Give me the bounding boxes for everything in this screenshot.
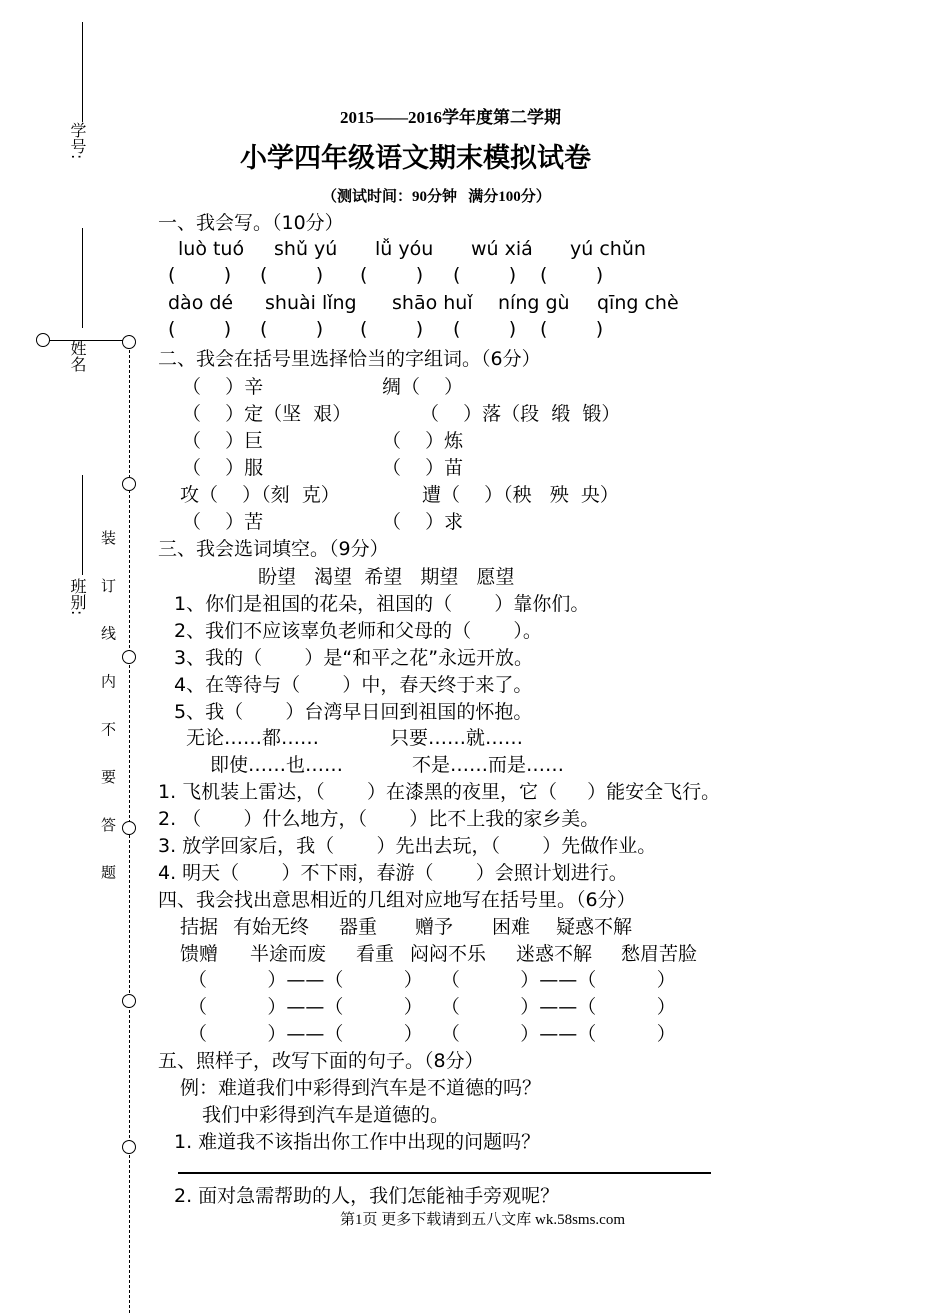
answer-blank[interactable]: ( ) [453, 318, 517, 340]
word-bank: 盼望 渴望 希望 期望 愿望 [258, 566, 515, 588]
fill-sentence[interactable]: 5、我（ ）台湾早日回到祖国的怀抱。 [174, 701, 533, 723]
fill-sentence[interactable]: 2. （ ）什么地方，（ ）比不上我的家乡美。 [158, 808, 600, 830]
student-id-label: 学号: [68, 122, 87, 160]
synonym-word: 迷惑不解 [516, 943, 593, 965]
pinyin-item: luò tuó [178, 238, 245, 260]
fill-word-item[interactable]: （ ）苦 [182, 511, 264, 533]
fill-word-item[interactable]: 遭（ ）（秧 殃 央） [422, 484, 619, 506]
binding-hole [122, 994, 136, 1008]
conjunction-option: 无论……都…… [186, 727, 320, 749]
synonym-word: 有始无终 [233, 916, 310, 938]
pinyin-item: yú chǔn [570, 238, 646, 260]
fill-word-item[interactable]: （ ）定（坚 艰） [182, 403, 352, 425]
exam-info: （测试时间：90分钟 满分100分） [322, 189, 551, 205]
binding-hole [122, 821, 136, 835]
fill-word-item[interactable]: （ ）求 [382, 511, 464, 533]
fill-word-item[interactable]: （ ）巨 [182, 430, 264, 452]
synonym-pair-blanks[interactable]: （ ）——（ ） （ ）——（ ） [188, 996, 676, 1018]
rewrite-question-2: 2. 面对急需帮助的人，我们怎能袖手旁观呢？ [174, 1185, 560, 1207]
example-answer: 我们中彩得到汽车是道德的。 [202, 1104, 450, 1126]
answer-blank[interactable]: ( ) [540, 264, 604, 286]
student-id-line [82, 22, 83, 122]
section-3-heading: 三、我会选词填空。（9分） [158, 538, 389, 560]
section-5-heading: 五、照样子，改写下面的句子。（8分） [158, 1050, 484, 1072]
answer-blank[interactable]: ( ) [168, 264, 232, 286]
binding-connector [48, 340, 126, 341]
binding-hole [36, 333, 50, 347]
synonym-word: 闷闷不乐 [410, 943, 487, 965]
example-question: 例：难道我们中彩得到汽车是不道德的吗？ [180, 1077, 542, 1099]
fill-sentence[interactable]: 3. 放学回家后，我（ ）先出去玩，（ ）先做作业。 [158, 835, 657, 857]
binding-hole [122, 1140, 136, 1154]
synonym-word: 困难 [492, 916, 531, 938]
section-1-heading: 一、我会写。（10分） [158, 212, 344, 234]
pinyin-item: shǔ yú [274, 238, 338, 260]
pinyin-item: wú xiá [471, 238, 533, 260]
fill-word-item[interactable]: （ ）炼 [382, 430, 464, 452]
fill-word-item[interactable]: （ ）服 [182, 457, 264, 479]
synonym-word: 疑惑不解 [556, 916, 633, 938]
answer-blank[interactable]: ( ) [360, 264, 424, 286]
synonym-pair-blanks[interactable]: （ ）——（ ） （ ）——（ ） [188, 969, 676, 991]
pinyin-item: qīng chè [597, 292, 679, 314]
synonym-word: 看重 [356, 943, 395, 965]
answer-blank[interactable]: ( ) [260, 264, 324, 286]
conjunction-option: 即使……也…… [210, 754, 344, 776]
binding-hole [122, 335, 136, 349]
fill-sentence[interactable]: 2、我们不应该辜负老师和父母的（ ）。 [174, 620, 542, 642]
synonym-word: 赠予 [415, 916, 454, 938]
fill-word-item[interactable]: （ ）苗 [382, 457, 464, 479]
fill-word-item[interactable]: 绸（ ） [382, 376, 464, 398]
synonym-word: 愁眉苦脸 [621, 943, 698, 965]
no-answer-note: 装 订 线 内 不 要 答 题 [99, 530, 117, 894]
answer-blank[interactable]: ( ) [453, 264, 517, 286]
answer-blank[interactable]: ( ) [540, 318, 604, 340]
fill-sentence[interactable]: 4. 明天（ ）不下雨，春游（ ）会照计划进行。 [158, 862, 628, 884]
pinyin-item: dào dé [168, 292, 234, 314]
answer-blank[interactable]: ( ) [168, 318, 232, 340]
fill-sentence[interactable]: 3、我的（ ）是“和平之花”永远开放。 [174, 647, 534, 669]
section-4-heading: 四、我会找出意思相近的几组对应地写在括号里。（6分） [158, 889, 636, 911]
pinyin-item: lǚ yóu [375, 238, 434, 260]
pinyin-item: shāo huǐ [392, 292, 473, 314]
fill-sentence[interactable]: 1. 飞机装上雷达，（ ）在漆黑的夜里，它（ ）能安全飞行。 [158, 781, 721, 803]
synonym-pair-blanks[interactable]: （ ）——（ ） （ ）——（ ） [188, 1023, 676, 1045]
page-footer: 第1页 更多下载请到五八文库 wk.58sms.com [340, 1212, 626, 1228]
answer-line[interactable] [178, 1172, 711, 1174]
name-label: 姓名 [68, 340, 87, 372]
rewrite-question-1: 1. 难道我不该指出你工作中出现的问题吗？ [174, 1131, 541, 1153]
fill-word-item[interactable]: （ ）落（段 缎 锻） [420, 403, 621, 425]
binding-hole [122, 477, 136, 491]
fill-word-item[interactable]: （ ）辛 [182, 376, 264, 398]
class-line [82, 475, 83, 575]
conjunction-option: 不是……而是…… [412, 754, 565, 776]
synonym-word: 器重 [339, 916, 378, 938]
answer-blank[interactable]: ( ) [360, 318, 424, 340]
synonym-word: 半途而废 [250, 943, 327, 965]
section-2-heading: 二、我会在括号里选择恰当的字组词。（6分） [158, 348, 541, 370]
binding-hole [122, 650, 136, 664]
class-label: 班别: [68, 578, 87, 616]
answer-blank[interactable]: ( ) [260, 318, 324, 340]
pinyin-item: níng gù [498, 292, 570, 314]
semester-line: 2015——2016学年度第二学期 [340, 108, 561, 127]
name-line [82, 228, 83, 328]
exam-title: 小学四年级语文期末模拟试卷 [240, 143, 591, 173]
conjunction-option: 只要……就…… [390, 727, 524, 749]
fill-sentence[interactable]: 1、你们是祖国的花朵，祖国的（ ）靠你们。 [174, 593, 590, 615]
fill-sentence[interactable]: 4、在等待与（ ）中，春天终于来了。 [174, 674, 533, 696]
pinyin-item: shuài lǐng [265, 292, 357, 314]
fill-word-item[interactable]: 攻（ ）（刻 克） [180, 484, 340, 506]
synonym-word: 馈赠 [180, 943, 219, 965]
synonym-word: 拮据 [180, 916, 219, 938]
